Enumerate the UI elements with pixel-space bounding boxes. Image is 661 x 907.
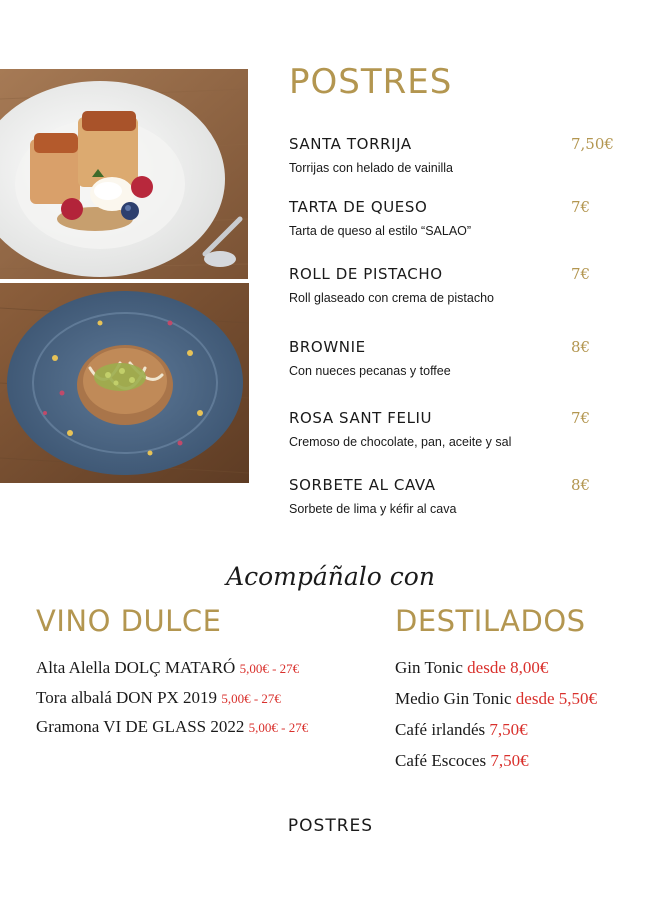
- destilado-item-name: Gin Tonic: [395, 658, 463, 677]
- menu-item: [289, 198, 629, 248]
- menu-item-name: TARTA DE QUESO: [289, 198, 428, 216]
- destilado-item-price: 7,50€: [490, 751, 529, 770]
- destilado-item-name: Café Escoces: [395, 751, 487, 770]
- destilado-item-price: desde 5,50€: [515, 689, 598, 708]
- vino-item: [36, 717, 308, 737]
- vino-item-price: 5,00€ - 27€: [248, 720, 309, 735]
- menu-item-price: 7,50€: [571, 135, 614, 153]
- menu-item-desc: Torrijas con helado de vainilla: [289, 161, 453, 175]
- vino-item-name: Gramona VI DE GLASS 2022: [36, 717, 245, 736]
- menu-item-desc: Sorbete de lima y kéfir al cava: [289, 502, 457, 516]
- destilado-item: [395, 720, 528, 740]
- menu-title: POSTRES: [289, 62, 453, 102]
- menu-item: [289, 338, 629, 388]
- vino-item: [36, 658, 299, 678]
- destilado-item: [395, 689, 597, 709]
- pairing-subtitle: Acompáñalo con: [226, 562, 435, 591]
- menu-item: [289, 265, 629, 315]
- destilado-item-price: 7,50€: [489, 720, 528, 739]
- menu-item-name: SANTA TORRIJA: [289, 135, 412, 153]
- destilado-item-price: desde 8,00€: [467, 658, 549, 677]
- menu-item-name: SORBETE AL CAVA: [289, 476, 436, 494]
- vino-item-price: 5,00€ - 27€: [221, 691, 281, 706]
- vino-item: [36, 688, 281, 708]
- destilado-item-name: Café irlandés: [395, 720, 486, 739]
- torrija-photo: [0, 69, 248, 279]
- menu-item-desc: Roll glaseado con crema de pistacho: [289, 291, 494, 305]
- menu-item-price: 8€: [571, 338, 591, 356]
- menu-item-name: ROLL DE PISTACHO: [289, 265, 443, 283]
- menu-item-price: 7€: [571, 265, 591, 283]
- menu-item-price: 7€: [571, 409, 591, 427]
- pistacho-roll-photo: [0, 283, 249, 483]
- vino-item-price: 5,00€ - 27€: [239, 661, 300, 676]
- menu-item-name: ROSA SANT FELIU: [289, 409, 433, 427]
- menu-item-desc: Cremoso de chocolate, pan, aceite y sal: [289, 435, 512, 449]
- torrija-photo-illustration: [0, 69, 248, 279]
- menu-item: [289, 135, 629, 185]
- menu-item: [289, 476, 629, 526]
- vino-item-name: Alta Alella DOLÇ MATARÓ: [36, 658, 236, 677]
- menu-item-desc: Tarta de queso al estilo “SALAO”: [289, 224, 472, 238]
- vino-dulce-title: VINO DULCE: [36, 604, 222, 638]
- pistacho-roll-photo-illustration: [0, 283, 249, 483]
- menu-item: [289, 409, 629, 459]
- menu-item-price: 8€: [571, 476, 591, 494]
- menu-item-name: BROWNIE: [289, 338, 366, 356]
- destilado-item-name: Medio Gin Tonic: [395, 689, 512, 708]
- destilado-item: [395, 658, 548, 678]
- menu-item-price: 7€: [571, 198, 591, 216]
- footer-label: POSTRES: [287, 816, 374, 836]
- vino-item-name: Tora albalá DON PX 2019: [36, 688, 218, 707]
- destilados-title: DESTILADOS: [395, 604, 586, 638]
- destilado-item: [395, 751, 529, 771]
- menu-item-desc: Con nueces pecanas y toffee: [289, 364, 451, 378]
